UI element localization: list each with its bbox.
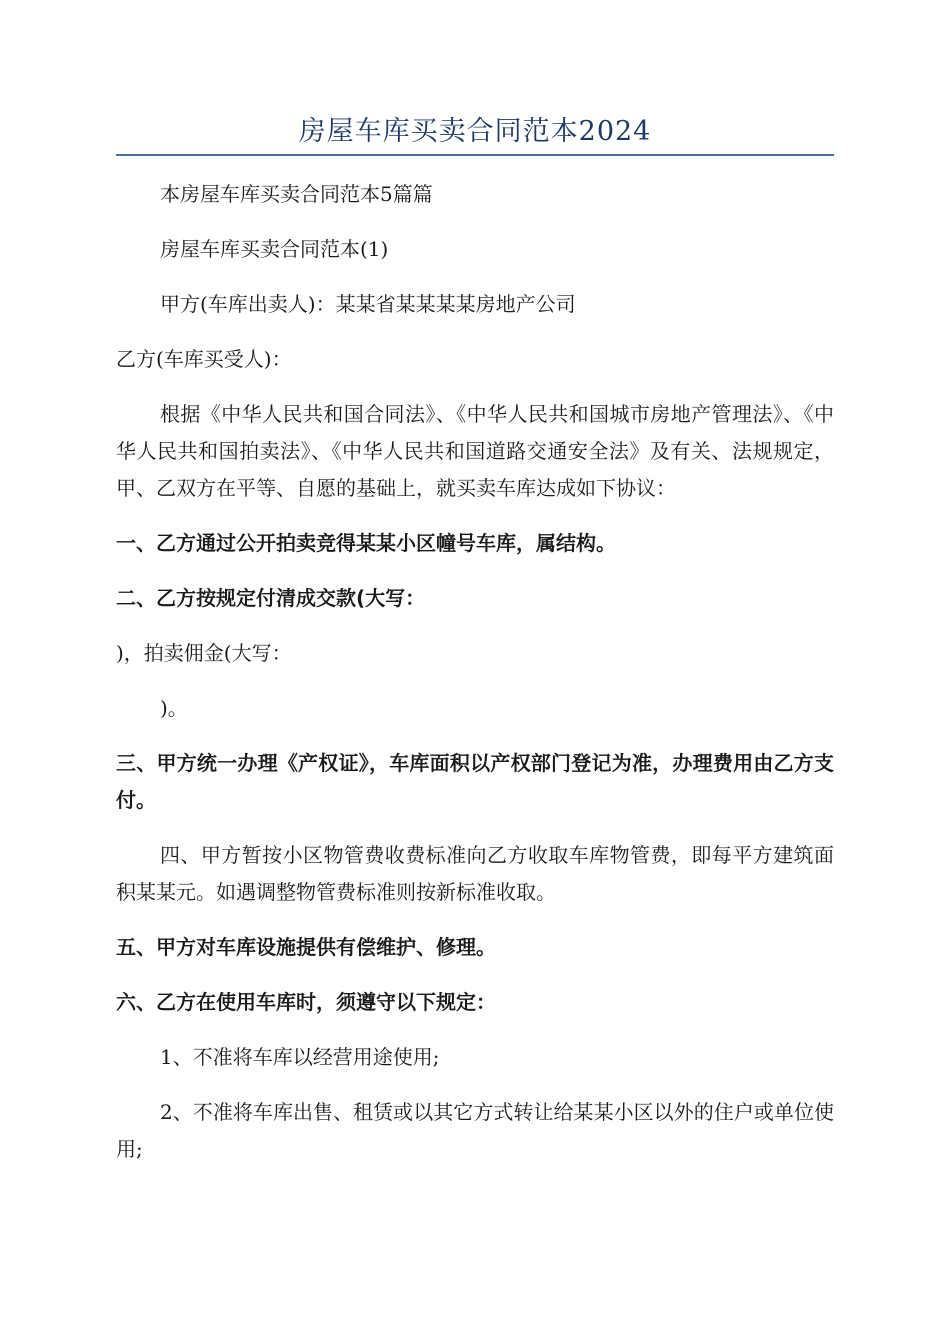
- paragraph-preamble: 根据《中华人民共和国合同法》、《中华人民共和国城市房地产管理法》、《中华人民共和国拍卖法》、《中华人民共和国道路交通安全法》及有关、法规规定，甲、乙双方在平等、自愿的基础上，就买卖车库达成如下协议：: [116, 402, 834, 500]
- clause-1: 一、乙方通过公开拍卖竞得某某小区幢号车库，属结构。: [116, 531, 616, 555]
- paragraph-party-a: 甲方(车库出卖人)：某某省某某某某房地产公司: [160, 292, 576, 316]
- clause-6: 六、乙方在使用车库时，须遵守以下规定：: [116, 990, 496, 1014]
- paragraph-subtitle: 房屋车库买卖合同范本(1): [160, 237, 389, 261]
- document-body: [116, 176, 834, 1186]
- paragraph-party-b: 乙方(车库买受人)：: [116, 347, 292, 371]
- clause-6-item-1: 1、不准将车库以经营用途使用;: [160, 1045, 440, 1069]
- document-title: 房屋车库买卖合同范本2024: [298, 116, 652, 147]
- clause-2-end: )。: [160, 696, 188, 720]
- clause-4: 四、甲方暂按小区物管费收费标准向乙方收取车库物管费，即每平方建筑面积某某元。如遇调整物管费标准则按新标准收取。: [116, 843, 834, 904]
- clause-2: 二、乙方按规定付清成交款(大写：: [116, 586, 426, 610]
- clause-2-continued: )，拍卖佣金(大写：: [116, 641, 292, 665]
- title-underline: [116, 154, 834, 156]
- paragraph-intro: 本房屋车库买卖合同范本5篇篇: [160, 182, 433, 206]
- clause-5: 五、甲方对车库设施提供有偿维护、修理。: [116, 935, 496, 959]
- clause-6-item-2: 2、不准将车库出售、租赁或以其它方式转让给某某小区以外的住户或单位使用;: [116, 1100, 834, 1161]
- clause-3: 三、甲方统一办理《产权证》，车库面积以产权部门登记为准，办理费用由乙方支付。: [116, 751, 834, 812]
